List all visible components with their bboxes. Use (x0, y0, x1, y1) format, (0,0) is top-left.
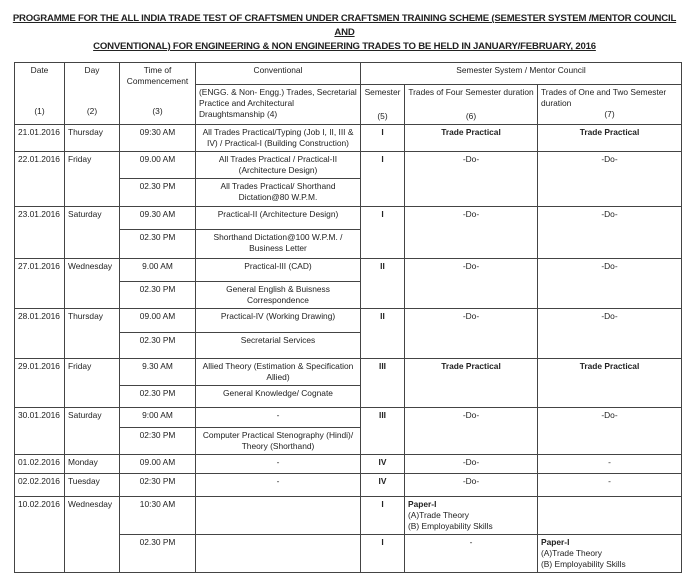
one-two-sem-cell: Trade Practical (538, 125, 682, 152)
time-cell: 09.00 AM (120, 152, 196, 179)
time-cell: 09.00 AM (120, 455, 196, 474)
time-cell: 02.30 PM (120, 179, 196, 207)
time-cell: 02:30 PM (120, 474, 196, 497)
date-cell: 27.01.2016 (15, 259, 65, 309)
one-two-sem-cell: -Do- (538, 152, 682, 207)
conventional-cell: General Knowledge/ Cognate (196, 386, 361, 408)
date-cell: 30.01.2016 (15, 408, 65, 455)
cell-line: - (469, 537, 473, 547)
day-cell: Thursday (65, 125, 120, 152)
header-conv-sub: (ENGG. & Non- Engg.) Trades, Secretarial Practice and Architectural Draughtsmanship (4) (196, 85, 361, 125)
one-two-sem-cell (538, 497, 682, 535)
semester-cell: I (361, 497, 405, 535)
time-cell: 9.00 AM (120, 259, 196, 282)
four-sem-cell (405, 497, 538, 535)
day-cell: Tuesday (65, 474, 120, 497)
semester-cell: II (361, 259, 405, 309)
table-row (15, 125, 682, 152)
date-cell: 02.02.2016 (15, 474, 65, 497)
title-line-1: PROGRAMME FOR THE ALL INDIA TRADE TEST OF CRAFTSMEN UNDER CRAFTSMEN TRAINING SCHEME (SEMESTER SYSTEM /MENTOR COUNCIL AND (12, 13, 677, 38)
conventional-cell: - (196, 408, 361, 428)
cell-line: (A)Trade Theory (408, 510, 469, 520)
title-line-2: CONVENTIONAL) FOR ENGINEERING & NON ENGINEERING TRADES TO BE HELD IN JANUARY/FEBRUARY, 2016 (93, 41, 596, 52)
conventional-cell: - (196, 474, 361, 497)
header-time: Time of Commencement (3) (120, 63, 196, 125)
table-row (15, 259, 682, 282)
time-cell: 09.30 AM (120, 207, 196, 230)
one-two-sem-cell (538, 535, 682, 573)
one-two-sem-cell: - (538, 474, 682, 497)
table-row (15, 359, 682, 386)
one-two-sem-cell: -Do- (538, 408, 682, 455)
table-container (0, 54, 689, 583)
time-cell: 02.30 PM (120, 386, 196, 408)
conventional-cell: All Trades Practical / Practical-II (Architecture Design) (196, 152, 361, 179)
day-cell: Wednesday (65, 497, 120, 573)
four-sem-cell: Trade Practical (405, 359, 538, 408)
conventional-cell: - (196, 455, 361, 474)
one-two-sem-cell: -Do- (538, 207, 682, 259)
four-sem-cell: -Do- (405, 309, 538, 359)
time-cell: 02.30 PM (120, 333, 196, 359)
semester-cell: I (361, 535, 405, 573)
four-sem-cell: -Do- (405, 474, 538, 497)
time-cell: 02.30 PM (120, 282, 196, 309)
header-semester: Semester (5) (361, 85, 405, 125)
conventional-cell: Allied Theory (Estimation & Specification Allied) (196, 359, 361, 386)
four-sem-cell: -Do- (405, 207, 538, 259)
semester-cell: III (361, 408, 405, 455)
date-cell: 29.01.2016 (15, 359, 65, 408)
date-cell: 23.01.2016 (15, 207, 65, 259)
table-row (15, 309, 682, 333)
date-cell: 28.01.2016 (15, 309, 65, 359)
semester-cell: I (361, 125, 405, 152)
day-cell: Friday (65, 152, 120, 207)
cell-line: (B) Employability Skills (541, 559, 626, 569)
day-cell: Saturday (65, 408, 120, 455)
semester-cell: I (361, 207, 405, 259)
time-cell: 9.30 AM (120, 359, 196, 386)
time-cell: 02.30 PM (120, 230, 196, 259)
document-title (0, 0, 689, 54)
conventional-cell (196, 535, 361, 573)
cell-line: Paper-I (541, 537, 570, 547)
four-sem-cell: -Do- (405, 152, 538, 207)
header-conventional: Conventional (196, 63, 361, 85)
header-four-sem: Trades of Four Semester duration (6) (405, 85, 538, 125)
four-sem-cell: -Do- (405, 455, 538, 474)
time-cell: 09:30 AM (120, 125, 196, 152)
date-cell: 01.02.2016 (15, 455, 65, 474)
conventional-cell: All Trades Practical/ Shorthand Dictation@80 W.P.M. (196, 179, 361, 207)
date-cell: 10.02.2016 (15, 497, 65, 573)
time-cell: 9:00 AM (120, 408, 196, 428)
day-cell: Wednesday (65, 259, 120, 309)
schedule-table (14, 62, 682, 573)
semester-cell: IV (361, 474, 405, 497)
date-cell: 22.01.2016 (15, 152, 65, 207)
semester-cell: I (361, 152, 405, 207)
day-cell: Saturday (65, 207, 120, 259)
one-two-sem-cell: -Do- (538, 259, 682, 309)
conventional-cell (196, 497, 361, 535)
header-semester-system: Semester System / Mentor Council (361, 63, 682, 85)
four-sem-cell: -Do- (405, 408, 538, 455)
conventional-cell: Shorthand Dictation@100 W.P.M. / Business Letter (196, 230, 361, 259)
date-cell: 21.01.2016 (15, 125, 65, 152)
header-date: Date (1) (15, 63, 65, 125)
table-row (15, 455, 682, 474)
table-row (15, 152, 682, 179)
table-row (15, 474, 682, 497)
time-cell: 09.00 AM (120, 309, 196, 333)
semester-cell: III (361, 359, 405, 408)
day-cell: Friday (65, 359, 120, 408)
conventional-cell: Secretarial Services (196, 333, 361, 359)
table-row (15, 207, 682, 230)
one-two-sem-cell: - (538, 455, 682, 474)
conventional-cell: Practical-III (CAD) (196, 259, 361, 282)
day-cell: Monday (65, 455, 120, 474)
cell-line: (A)Trade Theory (541, 548, 602, 558)
one-two-sem-cell: Trade Practical (538, 359, 682, 408)
four-sem-cell: Trade Practical (405, 125, 538, 152)
four-sem-cell: -Do- (405, 259, 538, 309)
semester-cell: IV (361, 455, 405, 474)
time-cell: 02:30 PM (120, 428, 196, 455)
conventional-cell: General English & Buisness Correspondence (196, 282, 361, 309)
cell-line: (B) Employability Skills (408, 521, 493, 531)
header-day: Day (2) (65, 63, 120, 125)
conventional-cell: Computer Practical Stenography (Hindi)/ Theory (Shorthand) (196, 428, 361, 455)
time-cell: 02.30 PM (120, 535, 196, 573)
conventional-cell: All Trades Practical/Typing (Job I, II, III & IV) / Practical-I (Building Construction) (196, 125, 361, 152)
four-sem-cell (405, 535, 538, 573)
header-one-two-sem: Trades of One and Two Semester duration (7) (538, 85, 682, 125)
semester-cell: II (361, 309, 405, 359)
one-two-sem-cell: -Do- (538, 309, 682, 359)
time-cell: 10:30 AM (120, 497, 196, 535)
cell-line: Paper-I (408, 499, 437, 509)
day-cell: Thursday (65, 309, 120, 359)
conventional-cell: Practical-II (Architecture Design) (196, 207, 361, 230)
table-row (15, 408, 682, 428)
conventional-cell: Practical-IV (Working Drawing) (196, 309, 361, 333)
table-row (15, 497, 682, 535)
